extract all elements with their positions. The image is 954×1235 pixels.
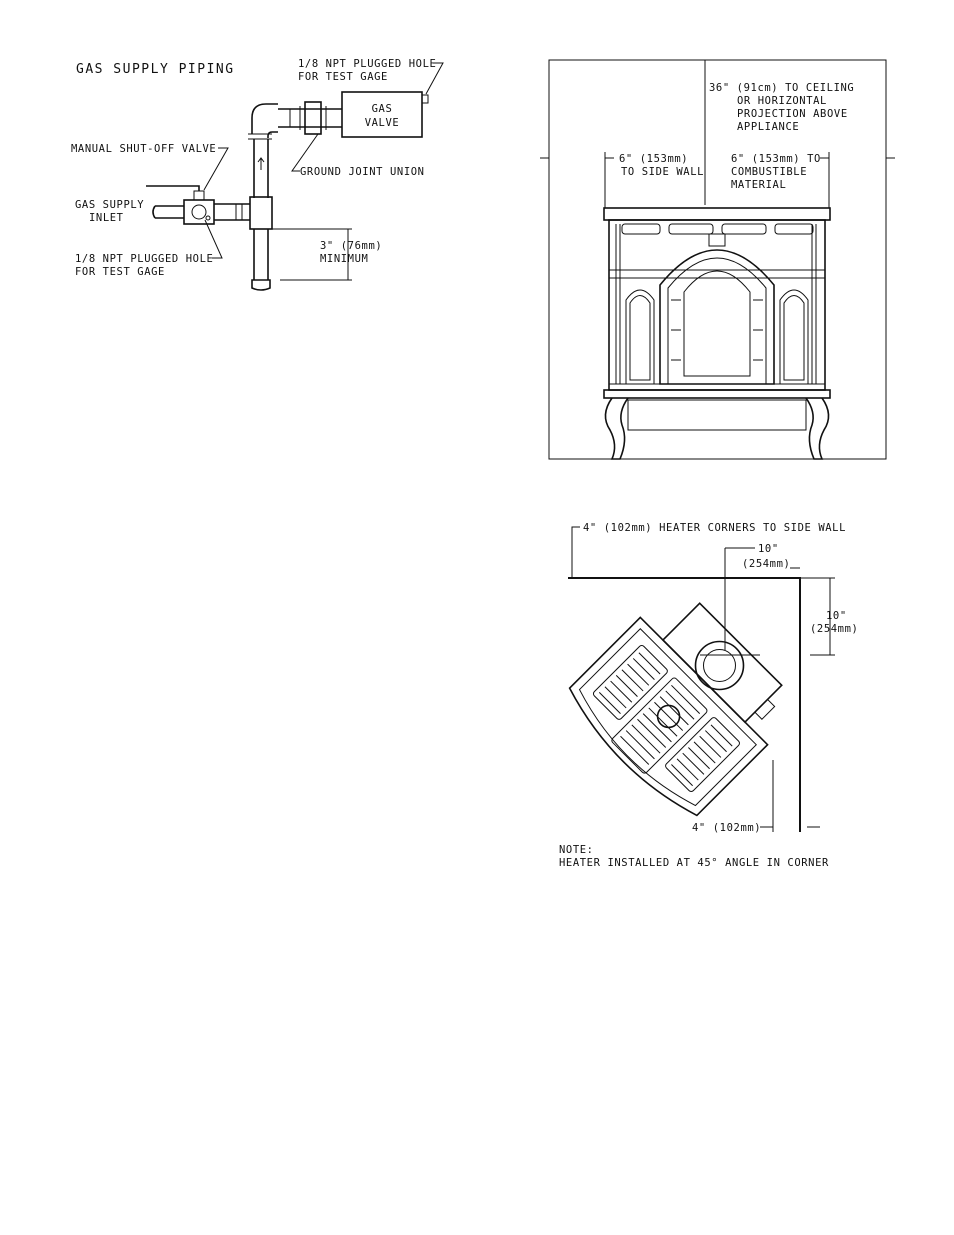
ceiling-label-line2: OR HORIZONTAL	[737, 95, 827, 107]
minimum-label-line1: 3" (76mm)	[320, 240, 383, 252]
combustible-label-line3: MATERIAL	[731, 179, 787, 191]
note-text: HEATER INSTALLED AT 45° ANGLE IN CORNER	[559, 857, 829, 869]
shutoff-valve-handle	[146, 186, 199, 191]
stove-leg-left	[605, 398, 628, 459]
corners-to-wall-leader	[572, 527, 580, 578]
inlet-pipe	[214, 204, 250, 220]
ground-joint-union-label: GROUND JOINT UNION	[300, 166, 425, 178]
note-heading: NOTE:	[559, 844, 594, 856]
stove-base	[604, 390, 830, 398]
top-dimension-line2: (254mm)	[742, 558, 791, 570]
combustible-label-line1: 6" (153mm) TO	[731, 153, 821, 165]
front-clearance-diagram	[540, 60, 895, 459]
minimum-label-line2: MINIMUM	[320, 253, 369, 265]
side-wall-label-line2: TO SIDE WALL	[621, 166, 705, 178]
pipe-elbow	[252, 104, 278, 138]
supply-inlet-label-line2: INLET	[89, 212, 124, 224]
drip-leg-cap	[252, 280, 270, 290]
supply-inlet-stub	[153, 206, 184, 218]
flow-arrow	[258, 158, 264, 170]
plugged-hole-bottom-line1: 1/8 NPT PLUGGED HOLE	[75, 253, 214, 265]
gas-valve-label-line1: GAS	[371, 103, 393, 115]
right-dimension-line2: (254mm)	[810, 623, 859, 635]
plugged-hole-bottom-line2: FOR TEST GAGE	[75, 266, 165, 278]
corners-to-wall-label: 4" (102mm) HEATER CORNERS TO SIDE WALL	[583, 522, 847, 534]
stove-leg-right	[806, 398, 829, 459]
heater-rear-housing	[663, 603, 782, 722]
combustible-dimension	[820, 152, 829, 208]
inlet-pipe-joint	[236, 204, 242, 220]
combustible-label-line2: COMBUSTIBLE	[731, 166, 808, 178]
stove-glass	[684, 271, 750, 376]
heater-top-view	[560, 581, 805, 826]
shutoff-valve-label: MANUAL SHUT-OFF VALVE	[71, 143, 217, 155]
supply-inlet-label-line1: GAS SUPPLY	[75, 199, 145, 211]
stove-top-lid	[604, 208, 830, 220]
test-gage-plug-bottom	[206, 216, 210, 220]
bottom-dimension-label: 4" (102mm)	[692, 822, 762, 834]
side-wall-label-line1: 6" (153mm)	[619, 153, 689, 165]
top-dimension-line1: 10"	[758, 543, 779, 555]
shutoff-valve-ball	[192, 205, 206, 219]
gas-valve-label-line2: VALVE	[364, 117, 400, 129]
ceiling-label-line4: APPLIANCE	[737, 121, 800, 133]
shutoff-valve-body	[184, 200, 214, 224]
pipe-tee	[250, 197, 272, 229]
flue-collar-outer	[686, 632, 754, 700]
stove-ash-panel	[628, 400, 806, 430]
side-wall-dimension	[605, 152, 614, 208]
stove-front-elevation	[604, 208, 830, 459]
plugged-hole-top-line2: FOR TEST GAGE	[298, 71, 388, 83]
gas-supply-piping-diagram	[71, 58, 443, 290]
gas-piping-title: GAS SUPPLY PIPING	[76, 62, 235, 77]
right-dimension-line1: 10"	[826, 610, 847, 622]
test-gage-plug-top	[422, 95, 428, 103]
ceiling-label-line1: 36" (91cm) TO CEILING	[709, 82, 855, 94]
ceiling-label-line3: PROJECTION ABOVE	[737, 108, 848, 120]
bottom-dimension-lines	[760, 760, 820, 832]
ground-joint-union	[305, 102, 321, 134]
upper-pipe	[278, 109, 342, 127]
shutoff-valve-stem	[194, 191, 204, 200]
corner-installation-diagram	[559, 522, 858, 869]
plugged-hole-top-line1: 1/8 NPT PLUGGED HOLE	[298, 58, 437, 70]
drip-leg	[254, 229, 268, 280]
